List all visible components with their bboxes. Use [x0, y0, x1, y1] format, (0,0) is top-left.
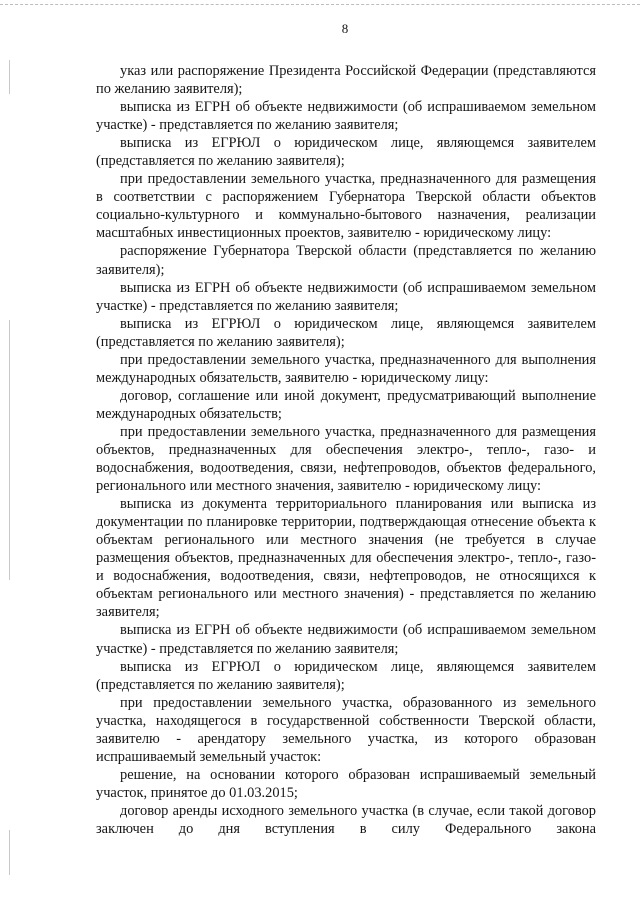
- scan-margin-mark: [9, 830, 10, 875]
- page-number: 8: [341, 21, 349, 36]
- paragraph: выписка из ЕГРН об объекте недвижимости (об испрашиваемом земельном участке) - представляется по желанию заявителя;: [96, 99, 596, 134]
- paragraph: при предоставлении земельного участка, предназначенного для размещения в соответствии с распоряжением Губернатора Тверской области объектов социально-культурного и коммунально-бытового назначения, реализации масштабных инвестиционных проектов, заявителю - юридическому лицу:: [96, 171, 596, 242]
- paragraph: договор аренды исходного земельного участка (в случае, если такой договор заключен до дня вступления в силу Федерального закона: [96, 802, 596, 837]
- paragraph: указ или распоряжение Президента Российской Федерации (представляются по желанию заявителя);: [96, 63, 596, 98]
- paragraph: договор, соглашение или иной документ, предусматривающий выполнение международных обязательств;: [96, 387, 596, 422]
- scan-margin-mark: [9, 320, 10, 580]
- paragraph: выписка из ЕГРН об объекте недвижимости (об испрашиваемом земельном участке) - представляется по желанию заявителя;: [96, 279, 596, 314]
- document-body: [96, 62, 596, 838]
- scan-edge-line: [0, 4, 640, 5]
- paragraph: выписка из ЕГРЮЛ о юридическом лице, являющемся заявителем (представляется по желанию заявителя);: [96, 658, 596, 693]
- paragraph: при предоставлении земельного участка, образованного из земельного участка, находящегося в государственной собственности Тверской области, заявителю - арендатору земельного участка, из которого образован испрашиваемый земельный участок:: [96, 694, 596, 765]
- scan-margin-mark: [9, 60, 10, 94]
- paragraph: выписка из ЕГРН об объекте недвижимости (об испрашиваемом земельном участке) - представляется по желанию заявителя;: [96, 622, 596, 657]
- paragraph: распоряжение Губернатора Тверской области (представляется по желанию заявителя);: [96, 243, 596, 278]
- paragraph: выписка из документа территориального планирования или выписка из документации по планировке территории, подтверждающая отнесение объекта к объектам регионального или местного значения (не требуется в случае размещения объектов, предназначенных для обеспечения электро-, тепло-, газо- и водоснабжения, водоотведения, связи, нефтепроводов, не относящихся к объектам регионального или местного значения) - представляется по желанию заявителя;: [96, 496, 596, 621]
- paragraph: выписка из ЕГРЮЛ о юридическом лице, являющемся заявителем (представляется по желанию заявителя);: [96, 135, 596, 170]
- paragraph: выписка из ЕГРЮЛ о юридическом лице, являющемся заявителем (представляется по желанию заявителя);: [96, 315, 596, 350]
- paragraph: при предоставлении земельного участка, предназначенного для размещения объектов, предназначенных для обеспечения электро-, тепло-, газо- и водоснабжения, водоотведения, связи, нефтепроводов, объектов федерального, регионального или местного значения, заявителю - юридическому лицу:: [96, 423, 596, 495]
- paragraph: решение, на основании которого образован испрашиваемый земельный участок, принятое до 01.03.2015;: [96, 766, 596, 801]
- paragraph: при предоставлении земельного участка, предназначенного для выполнения международных обязательств, заявителю - юридическому лицу:: [96, 351, 596, 386]
